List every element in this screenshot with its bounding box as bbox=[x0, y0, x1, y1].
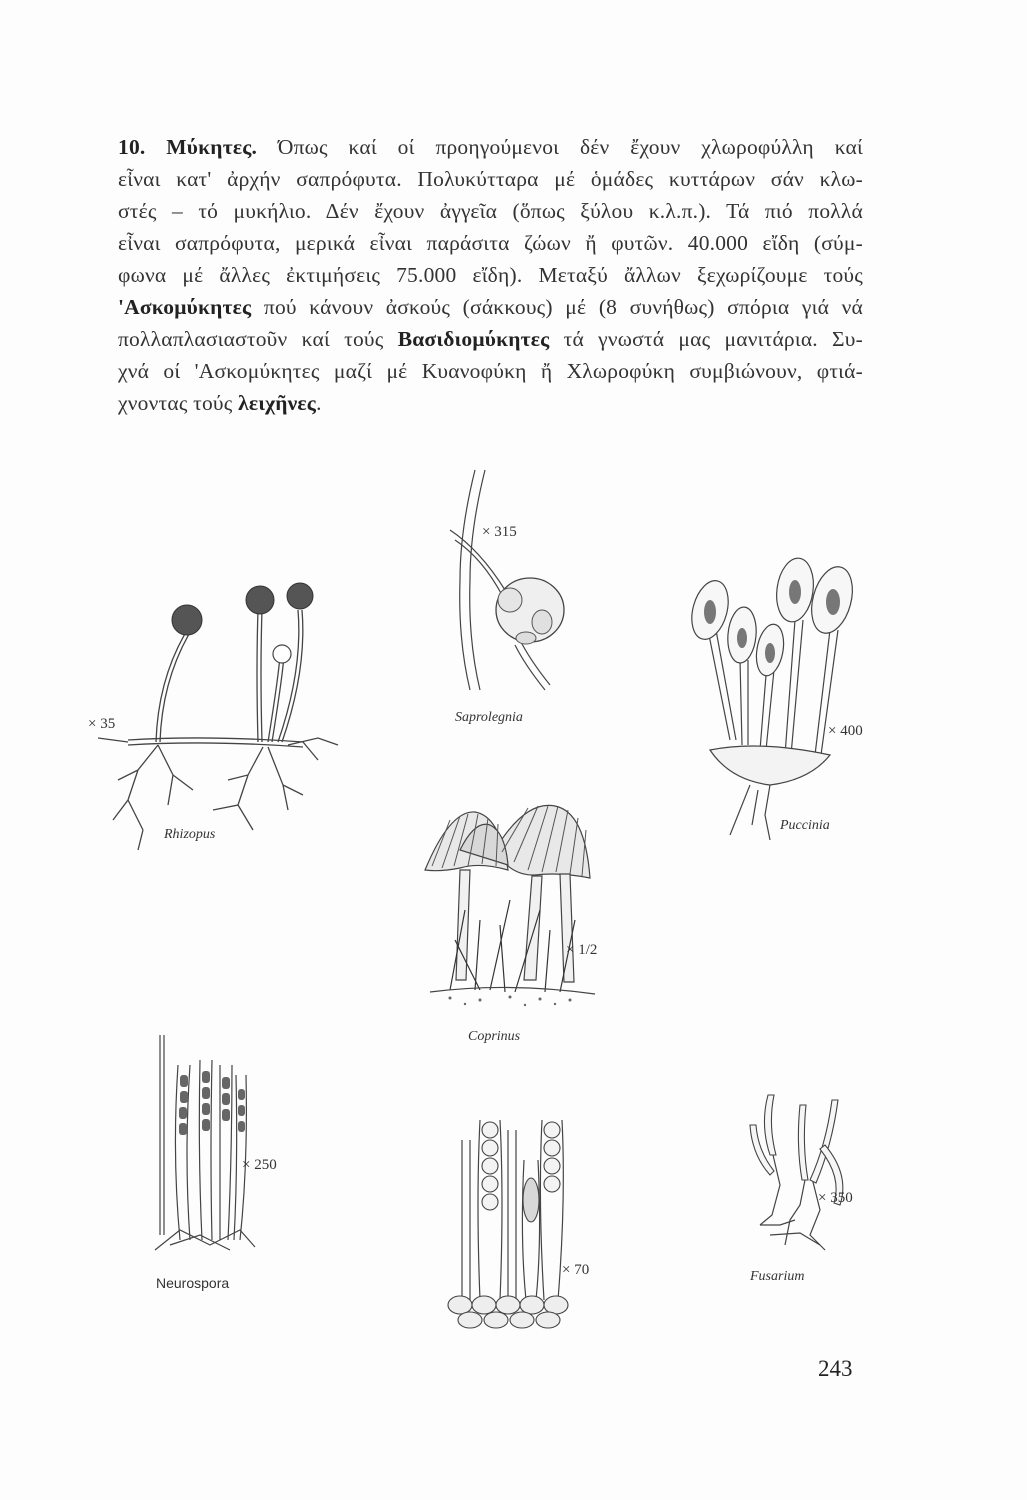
neurospora-magnification: × 250 bbox=[242, 1157, 277, 1173]
text-run: χνοντας τούς bbox=[118, 391, 239, 415]
coprinus-drawing bbox=[420, 800, 610, 1020]
paragraph-line bbox=[118, 163, 863, 195]
coprinus-magnification: × 1/2 bbox=[566, 942, 598, 958]
coprinus-label: Coprinus bbox=[468, 1029, 521, 1044]
saprolegnia-figure bbox=[430, 470, 580, 725]
paragraph-line bbox=[118, 131, 863, 163]
saprolegnia-label: Saprolegnia bbox=[455, 710, 523, 725]
bold-term: Βασιδιομύκητες bbox=[397, 327, 550, 351]
puccinia-drawing bbox=[670, 540, 870, 840]
text-run: εἶναι κατ' ἀρχήν σαπρόφυτα. Πολυκύτταρα μέ ὁμάδες κυττάρων σάν κλω- bbox=[118, 167, 863, 191]
ascus-drawing bbox=[440, 1100, 580, 1330]
fungi-paragraph bbox=[118, 131, 863, 419]
ascus-figure bbox=[440, 1100, 590, 1330]
bold-term: λειχῆνες bbox=[238, 391, 317, 415]
text-run: χνά οί 'Ασκομύκητες μαζί μέ Κυανοφύκη ἤ Χλωροφύκη συμβιώνουν, φτιά- bbox=[118, 359, 863, 383]
rhizopus-figure bbox=[88, 570, 348, 860]
text-run: στές – τό μυκήλιο. Δέν ἔχουν ἀγγεῖα (ὅπως ξύλου κ.λ.π.). Τά πιό πολλά bbox=[118, 199, 863, 223]
paragraph-line bbox=[118, 227, 863, 259]
saprolegnia-magnification: × 315 bbox=[482, 524, 517, 540]
page-number: 243 bbox=[818, 1356, 853, 1381]
text-run: εἶναι σαπρόφυτα, μερικά εἶναι παράσιτα ζώων ἤ φυτῶν. 40.000 εἴδη (σύμ- bbox=[118, 231, 863, 255]
text-run: φωνα μέ ἄλλες ἐκτιμήσεις 75.000 εἴδη). Μεταξύ ἄλλων ξεχωρίζουμε τούς bbox=[118, 263, 863, 287]
rhizopus-label: Rhizopus bbox=[164, 827, 216, 842]
neurospora-label: Neurospora bbox=[156, 1275, 230, 1291]
paragraph-line bbox=[118, 259, 863, 291]
text-run: πού κάνουν ἀσκούς (σάκκους) μέ (8 συνήθως) σπόρια γιά νά bbox=[251, 295, 863, 319]
saprolegnia-drawing bbox=[430, 470, 580, 710]
text-run: . bbox=[316, 391, 322, 415]
puccinia-label: Puccinia bbox=[780, 818, 830, 833]
rhizopus-drawing bbox=[88, 570, 348, 860]
text-run: πολλαπλασιαστοῦν καί τούς bbox=[118, 327, 398, 351]
neurospora-figure bbox=[150, 1035, 277, 1291]
paragraph-line bbox=[118, 195, 863, 227]
fusarium-figure bbox=[740, 1085, 860, 1284]
coprinus-figure bbox=[420, 800, 610, 1044]
paragraph-line bbox=[118, 387, 863, 419]
paragraph-line bbox=[118, 291, 863, 323]
paragraph-line bbox=[118, 323, 863, 355]
text-run: τά γνωστά μας μανιτάρια. Συ- bbox=[549, 327, 863, 351]
bold-term: 'Ασκομύκητες bbox=[118, 295, 252, 319]
fusarium-magnification: × 350 bbox=[818, 1190, 853, 1206]
fusarium-drawing bbox=[740, 1085, 860, 1265]
bold-term: 10. Μύκητες. bbox=[118, 135, 278, 159]
puccinia-magnification: × 400 bbox=[828, 723, 863, 739]
neurospora-drawing bbox=[150, 1035, 260, 1255]
ascus-magnification: × 70 bbox=[562, 1262, 590, 1278]
rhizopus-magnification: × 35 bbox=[88, 716, 116, 732]
fusarium-label: Fusarium bbox=[750, 1269, 805, 1284]
puccinia-figure bbox=[670, 540, 870, 840]
text-run: Όπως καί οί προηγούμενοι δέν ἔχουν χλωροφύλλη καί bbox=[277, 135, 863, 159]
paragraph-line bbox=[118, 355, 863, 387]
